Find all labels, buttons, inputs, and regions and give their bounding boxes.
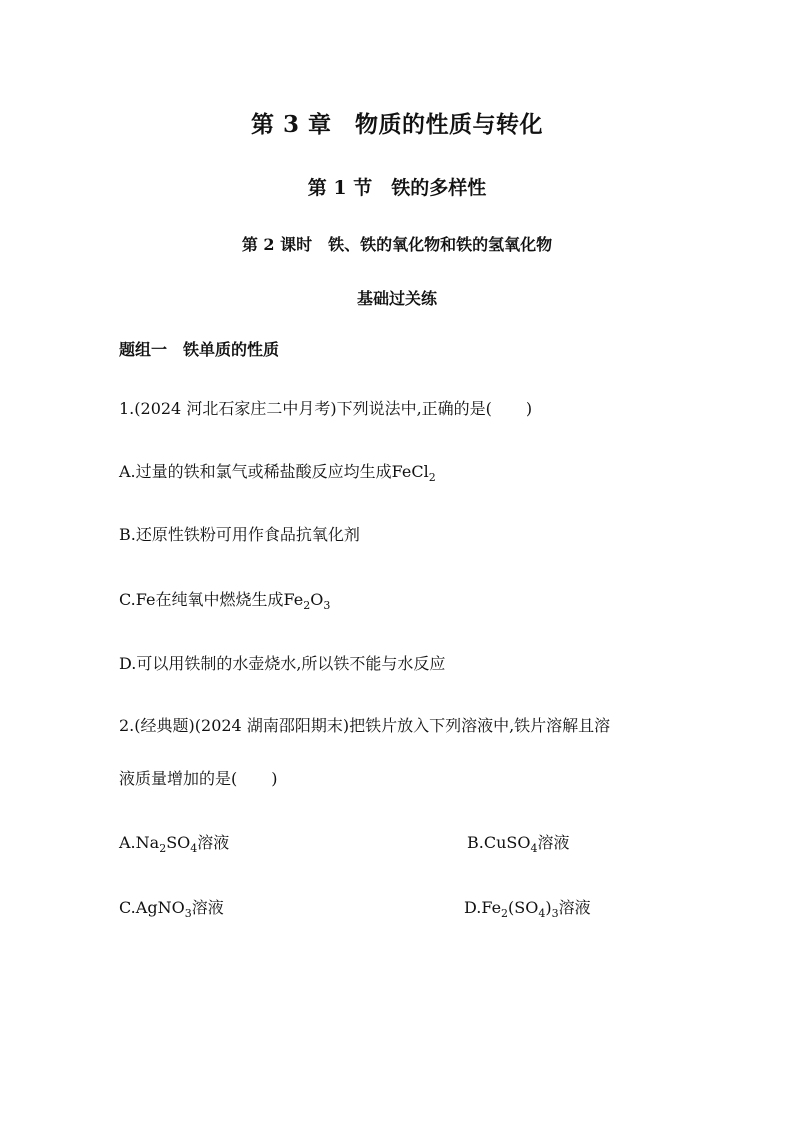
- q1-option-d: [119, 651, 445, 674]
- formula-subscript: 3: [551, 907, 559, 920]
- question-source: (2024 河北石家庄二中月考): [134, 399, 337, 418]
- question-source: (2024 湖南邵阳期末): [194, 716, 350, 735]
- option-text: 过量的铁和氯气或稀盐酸反应均生成: [135, 462, 392, 481]
- formula-subscript: 2: [303, 599, 311, 612]
- formula-part: Fe: [135, 590, 156, 609]
- section-title: 第 1 节 铁的多样性: [307, 177, 487, 199]
- option-text: 溶液: [197, 833, 230, 852]
- question-number: 1.: [119, 399, 135, 418]
- formula-part: O: [310, 590, 324, 609]
- formula-subscript: 4: [530, 842, 538, 855]
- formula-part: Na: [135, 833, 160, 852]
- formula-subscript: 2: [501, 907, 509, 920]
- close-paren: ): [271, 769, 278, 788]
- option-label: B.: [467, 833, 484, 852]
- lesson-title: 第 2 课时 铁、铁的氧化物和铁的氢氧化物: [241, 235, 553, 254]
- formula-subscript: 3: [184, 907, 192, 920]
- option-label: A.: [119, 462, 136, 481]
- option-text: 溶液: [191, 898, 224, 917]
- q1-option-b: [119, 522, 360, 545]
- option-label: D.: [464, 898, 482, 917]
- option-text: 在纯氧中燃烧生成: [155, 590, 284, 609]
- question-2-stem-line1: [119, 713, 610, 736]
- chapter-title: 第 3 章 物质的性质与转化: [250, 111, 544, 138]
- q1-option-c: [119, 587, 330, 610]
- close-paren: ): [525, 399, 533, 418]
- formula-part: Fe: [481, 898, 502, 917]
- q2-option-a: [119, 833, 230, 855]
- question-2-stem-line2: [119, 766, 278, 789]
- option-label: A.: [119, 833, 136, 852]
- option-text: 溶液: [558, 898, 591, 917]
- formula-subscript: 3: [323, 599, 331, 612]
- formula-part: FeCl: [391, 462, 429, 481]
- question-1-stem: [119, 396, 532, 419]
- q2-option-row-1: [119, 830, 570, 855]
- q2-option-b: [467, 830, 569, 853]
- question-text: 把铁片放入下列溶液中,铁片溶解且溶: [349, 716, 611, 735]
- option-label: B.: [119, 525, 136, 544]
- formula-part: SO: [166, 833, 191, 852]
- option-label: C.: [119, 898, 136, 917]
- option-text: 溶液: [537, 833, 570, 852]
- question-text: 液质量增加的是(: [119, 769, 238, 788]
- question-number: 2.: [119, 716, 135, 735]
- formula-part: ): [545, 898, 552, 917]
- formula-part: AgNO: [135, 898, 185, 917]
- group1-title: 题组一 铁单质的性质: [119, 340, 280, 359]
- option-text: 可以用铁制的水壶烧水,所以铁不能与水反应: [136, 654, 446, 673]
- option-text: 还原性铁粉可用作食品抗氧化剂: [135, 525, 360, 544]
- practice-title: 基础过关练: [356, 289, 437, 308]
- q2-option-row-2: [119, 895, 591, 920]
- formula-part: Fe: [283, 590, 304, 609]
- option-label: C.: [119, 590, 136, 609]
- question-tag: (经典题): [134, 716, 195, 735]
- formula-subscript: 4: [538, 907, 546, 920]
- question-text: 下列说法中,正确的是(: [336, 399, 492, 418]
- q2-option-c: [119, 898, 224, 920]
- formula-subscript: 2: [159, 842, 167, 855]
- option-label: D.: [119, 654, 137, 673]
- formula-subscript: 2: [428, 471, 436, 484]
- q1-option-a: [119, 459, 436, 482]
- formula-part: (SO: [508, 898, 539, 917]
- formula-subscript: 4: [190, 842, 198, 855]
- q2-option-d: [464, 895, 591, 918]
- formula-part: CuSO: [483, 833, 531, 852]
